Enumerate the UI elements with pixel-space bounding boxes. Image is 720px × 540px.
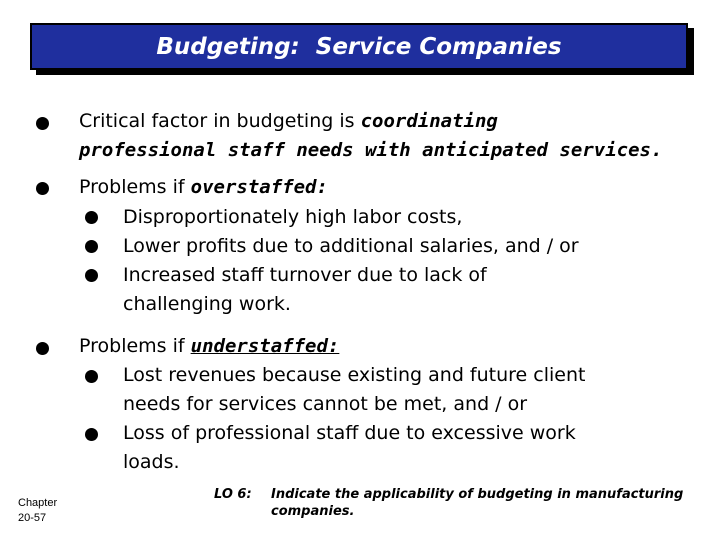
point-1-line-1: [79, 108, 498, 134]
point-2-text: Problems if: [79, 176, 191, 198]
sub-bullet-icon: [85, 428, 98, 441]
lo-text: [271, 486, 711, 520]
sub-bullet-icon: [85, 240, 98, 253]
point-1-highlight: coordinating: [360, 110, 498, 132]
point-1-line-2: professional staff needs with anticipated services.: [79, 139, 663, 161]
point-3-sub-2-cont: loads.: [123, 451, 180, 473]
bullet-icon: [36, 182, 49, 195]
chapter-footer: [18, 496, 57, 526]
point-2-heading: [79, 174, 328, 200]
slide-title: Budgeting: Service Companies: [156, 33, 562, 60]
point-3-text: Problems if: [79, 335, 191, 357]
point-3-sub-1: Lost revenues because existing and future client: [123, 364, 586, 386]
bullet-icon: [36, 342, 49, 355]
sub-bullet-icon: [85, 370, 98, 383]
point-2-highlight: overstaffed:: [190, 176, 328, 198]
bullet-icon: [36, 117, 49, 130]
sub-bullet-icon: [85, 211, 98, 224]
point-3-sub-2: Loss of professional staff due to excessive work: [123, 422, 576, 444]
point-3-highlight: understaffed:: [190, 335, 340, 357]
sub-bullet-icon: [85, 269, 98, 282]
point-1-text: Critical factor in budgeting is: [79, 110, 361, 132]
lo-label: LO 6:: [214, 487, 252, 502]
chapter-label: Chapter: [18, 497, 58, 509]
point-2-sub-1: Disproportionately high labor costs,: [123, 206, 463, 228]
lo-text-line-1: Indicate the applicability of budgeting in manufacturing: [271, 487, 684, 502]
point-2-sub-2: Lower profits due to additional salaries, and / or: [123, 235, 579, 257]
point-3-sub-1-cont: needs for services cannot be met, and / or: [123, 393, 528, 415]
point-2-sub-3: Increased staff turnover due to lack of: [123, 264, 487, 286]
title-banner: [30, 23, 688, 70]
page-number: 20-57: [18, 512, 47, 524]
lo-text-line-2: companies.: [271, 504, 355, 519]
point-3-heading: [79, 333, 339, 359]
point-2-sub-3-cont: challenging work.: [123, 293, 291, 315]
